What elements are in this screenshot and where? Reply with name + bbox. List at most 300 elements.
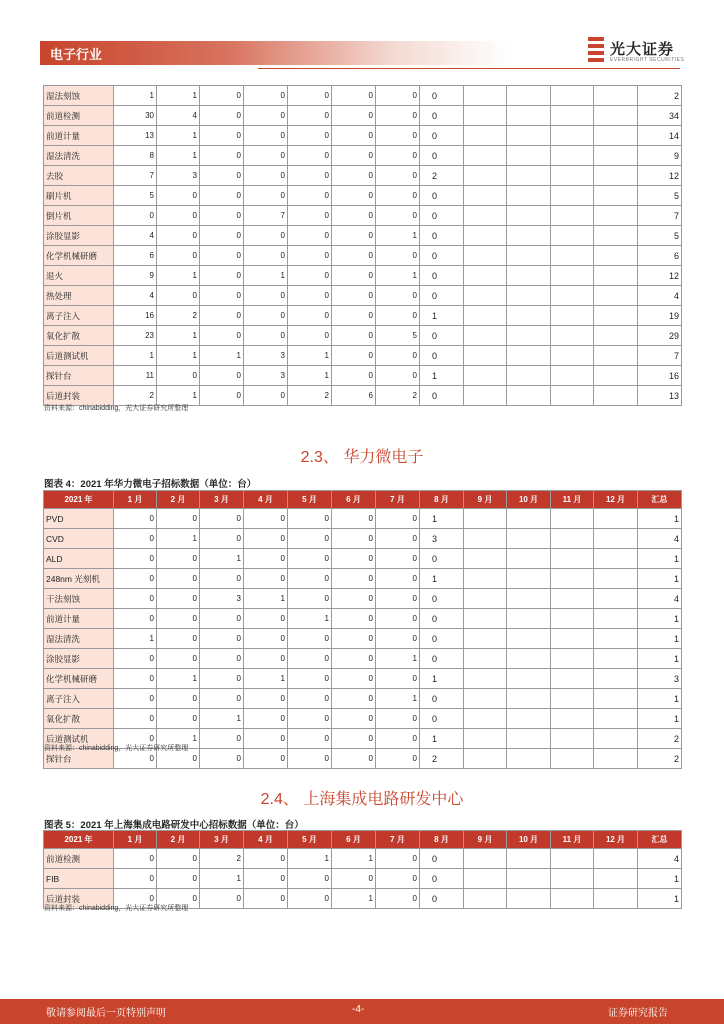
table-cell [464,126,507,146]
table-cell [594,589,638,609]
table-cell: 0 [288,589,332,609]
table2-source: 资料来源：chinabidding，光大证券研究所整理 [44,745,189,752]
table-row [44,126,682,146]
table-cell: 0 [376,246,420,266]
table-cell: 0 [200,86,244,106]
table-cell: 0 [157,186,200,206]
table-row [44,86,682,106]
table1-source: 资料来源：chinabidding，光大证券研究所整理 [44,405,189,412]
table-cell: 0 [288,186,332,206]
table-cell [507,569,551,589]
table-cell: 0 [332,106,376,126]
table-cell: 0 [200,226,244,246]
table-cell: 8 [114,146,157,166]
header-divider [258,68,680,69]
table-cell [551,106,594,126]
table-cell [464,649,507,669]
table-cell: 0 [114,669,157,689]
table-cell: 0 [420,629,464,649]
table-cell: 1 [157,126,200,146]
table-icrd-bidding-data [43,830,682,909]
table-cell: 0 [332,306,376,326]
table-cell [464,509,507,529]
table-cell [507,689,551,709]
table-cell: 1 [420,306,464,326]
table-cell: 0 [376,306,420,326]
total-cell: 1 [638,689,682,709]
table-cell: 0 [288,166,332,186]
table-cell: 0 [157,869,200,889]
row-label: 后道封装 [44,889,114,909]
table-cell: 0 [200,569,244,589]
table-cell: 0 [288,306,332,326]
table-cell [507,386,551,406]
table-cell: 9 [114,266,157,286]
table-cell [594,749,638,769]
table-cell: 1 [376,226,420,246]
table-cell [507,186,551,206]
table-cell: 1 [332,889,376,909]
table-cell: 0 [332,529,376,549]
table-cell [551,346,594,366]
table-cell: 0 [200,106,244,126]
table-cell [507,226,551,246]
table-cell: 2 [288,386,332,406]
table-cell [551,649,594,669]
column-header: 1 月 [114,491,157,509]
table-cell: 0 [200,126,244,146]
table-cell: 0 [332,246,376,266]
table-cell: 3 [244,346,288,366]
table-cell: 0 [288,729,332,749]
column-header: 2 月 [157,491,200,509]
row-label: 前道计量 [44,609,114,629]
row-label: 化学机械研磨 [44,246,114,266]
table-cell: 0 [114,869,157,889]
section-heading-icrd: 2.4、 上海集成电路研发中心 [260,791,464,808]
table-cell [464,326,507,346]
table-cell: 1 [200,709,244,729]
footer-report-type: 证券研究报告 [608,1008,668,1019]
table-cell: 0 [157,226,200,246]
table-cell: 0 [157,689,200,709]
table-cell: 0 [288,286,332,306]
table-cell: 0 [288,709,332,729]
table-cell: 30 [114,106,157,126]
table-cell: 0 [157,609,200,629]
table-cell [507,266,551,286]
table-cell: 1 [420,669,464,689]
table-cell [594,146,638,166]
total-cell: 1 [638,569,682,589]
table-cell: 1 [288,849,332,869]
table-cell: 0 [420,106,464,126]
column-header: 10 月 [507,831,551,849]
total-cell: 1 [638,629,682,649]
table-cell: 7 [114,166,157,186]
table-row [44,689,682,709]
table-cell: 0 [157,749,200,769]
table-cell: 0 [420,869,464,889]
column-header: 11 月 [551,831,594,849]
table-cell [464,386,507,406]
table-row [44,186,682,206]
table-cell: 0 [288,569,332,589]
table-cell: 0 [420,346,464,366]
table-cell [464,869,507,889]
table-cell [594,889,638,909]
table-cell: 7 [244,206,288,226]
table-cell [464,346,507,366]
table-cell: 1 [114,629,157,649]
table-row [44,529,682,549]
table-cell [507,609,551,629]
table-row [44,146,682,166]
table-cell: 0 [420,246,464,266]
figure-4-title: 图表 4：2021 年华力微电子招标数据（单位：台） [44,479,257,490]
table-cell: 1 [157,729,200,749]
table-cell: 0 [114,509,157,529]
table-cell: 0 [420,226,464,246]
table-cell: 1 [114,346,157,366]
table-cell: 0 [114,549,157,569]
table-cell [551,326,594,346]
table-cell [594,106,638,126]
footer-disclaimer: 敬请参阅最后一页特别声明 [46,1008,166,1019]
table-cell [551,286,594,306]
table-cell [594,569,638,589]
table-cell: 0 [157,889,200,909]
column-header: 12 月 [594,831,638,849]
total-cell: 16 [638,366,682,386]
table-cell [594,386,638,406]
row-label: 倒片机 [44,206,114,226]
table-cell: 0 [288,749,332,769]
table-cell [507,206,551,226]
table-cell: 0 [288,549,332,569]
table-cell [551,306,594,326]
table-cell: 0 [114,889,157,909]
header-band [40,41,510,65]
table-cell [464,86,507,106]
table-cell: 0 [376,509,420,529]
table-header-row [44,491,682,509]
logo-text: 光大证券 [610,41,675,58]
table-cell: 0 [288,649,332,669]
table-row [44,869,682,889]
table-cell [594,649,638,669]
table-cell [551,729,594,749]
table-row [44,286,682,306]
table-cell: 0 [200,889,244,909]
table-cell: 11 [114,366,157,386]
table-cell: 0 [288,246,332,266]
table-cell: 0 [420,286,464,306]
total-cell: 2 [638,729,682,749]
table-cell: 0 [420,266,464,286]
table-cell: 0 [244,629,288,649]
table-cell: 0 [244,549,288,569]
table-cell: 0 [332,186,376,206]
table-cell: 4 [114,226,157,246]
table-cell: 16 [114,306,157,326]
table-cell: 0 [244,186,288,206]
table-cell: 0 [114,729,157,749]
column-header: 5 月 [288,831,332,849]
column-header: 7 月 [376,831,420,849]
table-row [44,246,682,266]
table-cell [551,366,594,386]
table-cell: 0 [332,569,376,589]
row-label: CVD [44,529,114,549]
row-label: 后道测试机 [44,729,114,749]
table-cell: 0 [332,286,376,306]
column-header: 8 月 [420,491,464,509]
table-cell: 0 [420,889,464,909]
table-cell [507,166,551,186]
table-cell: 0 [200,146,244,166]
total-cell: 6 [638,246,682,266]
total-cell: 4 [638,849,682,869]
table-cell: 1 [420,729,464,749]
table-cell: 0 [376,206,420,226]
total-cell: 34 [638,106,682,126]
total-cell: 1 [638,869,682,889]
table-row [44,669,682,689]
table-cell: 0 [332,86,376,106]
table-cell: 0 [200,729,244,749]
company-logo [588,37,688,67]
column-header: 4 月 [244,491,288,509]
table-cell: 1 [157,86,200,106]
table-cell [551,529,594,549]
table-cell [551,549,594,569]
table-cell: 2 [376,386,420,406]
total-cell: 1 [638,609,682,629]
table-cell [594,849,638,869]
row-label: 湿法清洗 [44,146,114,166]
table-cell: 0 [332,166,376,186]
table-cell: 0 [200,609,244,629]
table-cell: 0 [332,729,376,749]
table-cell: 1 [157,669,200,689]
table-cell: 0 [376,869,420,889]
table-cell: 1 [288,346,332,366]
table-cell: 0 [376,569,420,589]
table-cell: 1 [157,386,200,406]
column-header: 5 月 [288,491,332,509]
table-cell [551,86,594,106]
table-cell: 0 [244,246,288,266]
table-cell: 0 [244,749,288,769]
table-cell [594,529,638,549]
column-header: 2 月 [157,831,200,849]
row-label: 离子注入 [44,689,114,709]
table-cell: 1 [200,869,244,889]
table-row [44,206,682,226]
table-row [44,226,682,246]
table-cell [594,226,638,246]
table-cell [507,246,551,266]
table-row [44,569,682,589]
table-cell: 0 [376,166,420,186]
total-cell: 1 [638,549,682,569]
table-cell [507,126,551,146]
table-cell [464,266,507,286]
total-cell: 12 [638,266,682,286]
total-cell: 12 [638,166,682,186]
column-header: 2021 年 [44,831,114,849]
table-cell: 0 [244,529,288,549]
table-cell [594,549,638,569]
table-cell: 0 [288,106,332,126]
table-cell: 1 [157,146,200,166]
table-cell: 0 [420,609,464,629]
table-cell [507,629,551,649]
table-continued-bidding-data [43,85,682,406]
table-cell [551,386,594,406]
table-cell: 0 [376,286,420,306]
table-cell: 0 [114,589,157,609]
table-cell [594,709,638,729]
table-cell: 0 [420,326,464,346]
total-cell: 4 [638,589,682,609]
row-label: 氧化扩散 [44,709,114,729]
table-cell: 0 [157,246,200,266]
table-cell [464,106,507,126]
table-cell [507,729,551,749]
table-cell: 3 [157,166,200,186]
table-row [44,166,682,186]
table-cell: 0 [200,286,244,306]
table-cell [594,306,638,326]
table-cell [507,306,551,326]
table-cell: 0 [288,529,332,549]
total-cell: 7 [638,346,682,366]
table-cell: 4 [114,286,157,306]
table-cell [507,709,551,729]
table-cell [507,869,551,889]
column-header: 12 月 [594,491,638,509]
table-cell: 0 [332,326,376,346]
table-cell: 0 [376,126,420,146]
table-cell: 2 [200,849,244,869]
table-cell: 0 [157,629,200,649]
table-row [44,629,682,649]
table-cell: 0 [288,146,332,166]
table-cell: 0 [244,709,288,729]
table-cell: 0 [244,166,288,186]
table-cell: 1 [157,266,200,286]
table-cell: 0 [114,689,157,709]
table-cell: 1 [420,509,464,529]
table-cell [594,166,638,186]
table-cell: 0 [376,86,420,106]
table-cell: 0 [200,749,244,769]
table-cell: 1 [420,366,464,386]
total-cell: 2 [638,86,682,106]
table-cell: 0 [244,326,288,346]
total-cell: 5 [638,226,682,246]
table-cell [507,749,551,769]
table-cell [551,849,594,869]
table-cell [551,709,594,729]
table-cell [464,186,507,206]
table-cell: 0 [332,549,376,569]
table-cell: 3 [200,589,244,609]
total-cell: 2 [638,749,682,769]
table-cell: 0 [244,86,288,106]
table-cell: 6 [114,246,157,266]
row-label: 刷片机 [44,186,114,206]
table-cell: 0 [157,569,200,589]
table-cell [594,206,638,226]
column-header: 2021 年 [44,491,114,509]
table-cell [507,326,551,346]
table-cell [464,689,507,709]
total-cell: 1 [638,509,682,529]
table-cell: 1 [376,649,420,669]
table-cell: 1 [376,266,420,286]
table-row [44,266,682,286]
table-cell [594,366,638,386]
table-cell [464,226,507,246]
table-cell: 0 [157,509,200,529]
table-cell [551,266,594,286]
table-cell: 0 [157,206,200,226]
table-cell: 0 [157,366,200,386]
table-cell: 0 [157,589,200,609]
total-cell: 29 [638,326,682,346]
row-label: FIB [44,869,114,889]
table-cell: 0 [114,649,157,669]
column-header: 1 月 [114,831,157,849]
table-cell: 0 [200,166,244,186]
table-cell: 0 [288,326,332,346]
total-cell: 4 [638,286,682,306]
table-cell: 0 [332,589,376,609]
total-cell: 5 [638,186,682,206]
column-header: 3 月 [200,831,244,849]
table-cell: 4 [157,106,200,126]
table-row [44,849,682,869]
table-cell: 0 [288,669,332,689]
table-cell [594,629,638,649]
table-cell: 0 [288,226,332,246]
table-cell [594,509,638,529]
table-cell: 1 [200,346,244,366]
table-cell [551,689,594,709]
table-cell [464,609,507,629]
table-cell [507,529,551,549]
table-cell [594,286,638,306]
table-cell [594,689,638,709]
column-header: 3 月 [200,491,244,509]
table-cell: 0 [114,749,157,769]
table-cell: 23 [114,326,157,346]
table-cell [464,749,507,769]
table-cell [507,286,551,306]
table-cell [507,366,551,386]
table-cell: 0 [420,689,464,709]
table-cell: 0 [332,126,376,146]
table-cell: 0 [157,849,200,869]
table-cell [551,226,594,246]
table-cell: 1 [376,689,420,709]
table-cell: 0 [376,629,420,649]
table-cell: 0 [376,849,420,869]
table-cell: 0 [288,86,332,106]
